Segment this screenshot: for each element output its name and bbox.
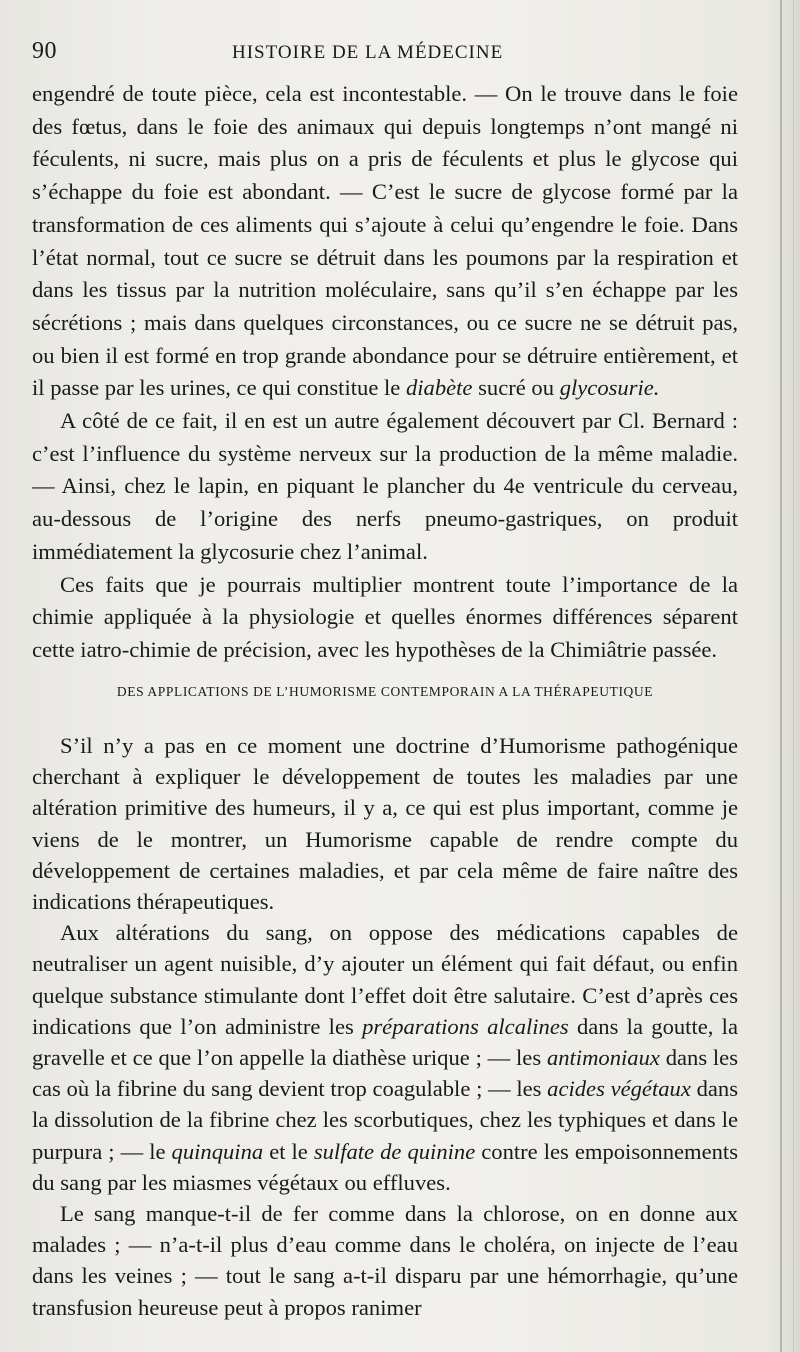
body-text-top bbox=[32, 78, 738, 667]
text-run: engendré de toute pièce, cela est incontestable. — On le trouve dans le foie des fœtus, dans le foie des animaux qui depuis longtemps n’ont mangé ni féculents, ni sucre, mais plus on a pris de féculents et plus le glycose qui s’échappe du foie est abondant. — C’est le sucre de glycose formé par la transformation de ces aliments qui s’ajoute à celui qu’engendre le foie. Dans l’état normal, tout ce sucre se détruit dans les poumons par la respiration et dans les tissus par la nutrition moléculaire, sans qu’il s’en échappe par les sécrétions ; mais dans quelques circonstances, ou ce sucre ne se détruit pas, ou bien il est formé en trop grande abondance pour se détruire entièrement, et il passe par les urines, ce qui constitue le bbox=[32, 81, 738, 401]
text-run: dans la dissolution de la fibrine chez les scorbutiques, chez les typhiques et dans le purpura ; — le bbox=[32, 1076, 738, 1164]
text-run: contre les empoisonnements du sang par les miasmes végétaux ou effluves. bbox=[32, 1138, 738, 1195]
text-run: dans la goutte, la gravelle et ce que l’on appelle la diathèse urique ; — les bbox=[32, 1013, 738, 1071]
body-text-bottom bbox=[32, 730, 738, 1323]
text-run: A côté de ce fait, il en est un autre également découvert par Cl. Bernard : c’est l’influence du système nerveux sur la production de la même maladie. — Ainsi, chez le lapin, en piquant le plancher du 4e ventricule du cerveau, au-dessous de l’origine des nerfs pneumo-gastriques, on produit immédiatement la glycosurie chez l’animal. bbox=[32, 408, 738, 564]
text-run: Aux altérations du sang, on oppose des médications capables de neutraliser un agent nuisible, d’y ajouter un élément qui fait défaut, ou enfin quelque substance stimulante dont l’effet doit être salutaire. C’est d’après ces indications que l’on administre les bbox=[32, 920, 738, 1039]
paragraph bbox=[32, 730, 738, 917]
paragraph bbox=[32, 917, 738, 1198]
italic-text: préparations alcalines bbox=[362, 1013, 569, 1039]
text-run: dans les cas où la fibrine du sang devient trop coagulable ; — les bbox=[32, 1045, 739, 1102]
italic-text: antimoniaux bbox=[546, 1045, 660, 1071]
italic-text: quinquina bbox=[171, 1138, 264, 1164]
paragraph bbox=[32, 569, 738, 667]
page-edge-outer bbox=[793, 0, 794, 1352]
italic-text: diabète bbox=[405, 375, 473, 401]
running-header bbox=[32, 38, 722, 74]
paragraph bbox=[32, 78, 738, 405]
text-run: Le sang manque-t-il de fer comme dans la chlorose, on en donne aux malades ; — n’a-t-il plus d’eau comme dans le choléra, on injecte de l’eau dans les veines ; — tout le sang a-t-il disparu par une hémorrhagie, qu’une transfusion heureuse peut à propos ranimer bbox=[32, 1201, 738, 1320]
page-number: 90 bbox=[32, 38, 57, 64]
section-heading: DES APPLICATIONS DE L’HUMORISME CONTEMPORAIN A LA THÉRAPEUTIQUE bbox=[116, 684, 654, 699]
text-run: Ces faits que je pourrais multiplier montrent toute l’importance de la chimie appliquée à la physiologie et quelles énormes différences séparent cette iatro-chimie de précision, avec les hypothèses de la Chimiâtrie passée. bbox=[32, 571, 738, 662]
italic-text: glycosurie. bbox=[559, 375, 660, 401]
running-title: HISTOIRE DE LA MÉDECINE bbox=[232, 42, 504, 63]
paragraph bbox=[32, 405, 738, 569]
text-run: sucré ou bbox=[472, 375, 560, 401]
text-run: et le bbox=[263, 1138, 314, 1164]
page-edge bbox=[780, 0, 782, 1352]
italic-text: sulfate de quinine bbox=[313, 1138, 476, 1164]
text-run: S’il n’y a pas en ce moment une doctrine d’Humorisme pathogénique cherchant à expliquer le développement de toutes les maladies par une altération primitive des humeurs, il y a, ce qui est plus important, comme je viens de le montrer, un Humorisme capable de rendre compte du développement de certaines maladies, et par cela même de faire naître des indications thérapeutiques. bbox=[32, 733, 738, 915]
italic-text: acides végétaux bbox=[547, 1076, 691, 1102]
paragraph bbox=[32, 1198, 738, 1323]
